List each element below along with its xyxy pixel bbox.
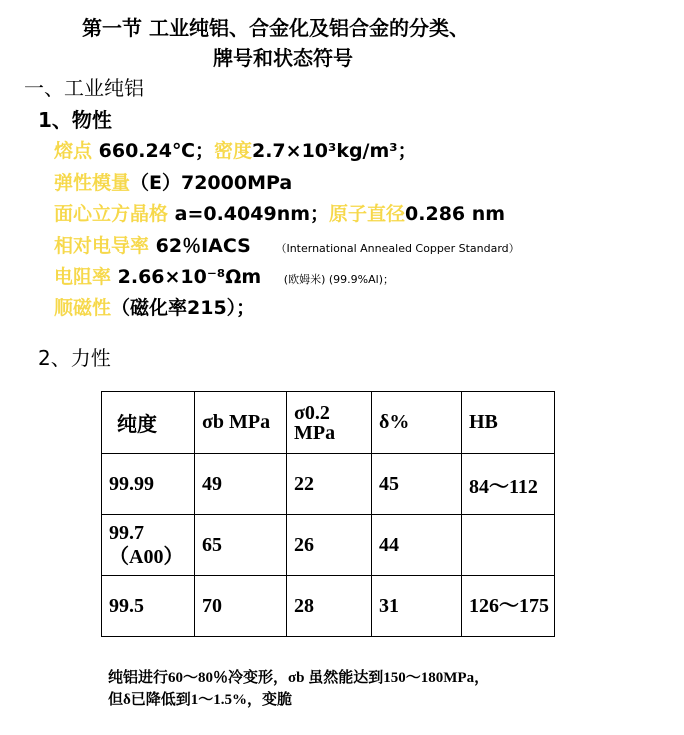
property-value: 2.66×10⁻⁸Ωm [111,266,262,288]
subsection-heading-physical: 1、物性 [38,108,112,132]
table-cell: 84～112 [462,454,555,515]
property-value: 0.286 nm [405,203,506,225]
table-row [102,454,555,515]
property-label: 相对电导率 [54,235,150,257]
table-cell: 99.5 [102,576,195,637]
table-header-row [102,392,555,454]
subsection-heading-mechanical: 2、力性 [38,346,111,370]
table-cell: 126～175 [462,576,555,637]
note-line2: 但δ已降低到1～1.5%，变脆 [108,692,293,708]
mechanical-properties-table [101,391,555,637]
table-cell [462,515,555,576]
table-header-cell: δ% [372,392,462,454]
note-line1: 纯铝进行60～80％冷变形，σb 虽然能达到150～180MPa， [108,670,490,686]
property-value: （磁化率215）； [111,297,256,319]
table-row [102,576,555,637]
table-cell: 26 [287,515,372,576]
table-header-cell: HB [462,392,555,454]
property-line-resistivity [54,262,394,289]
property-value: 2.7×10³kg/m³； [251,140,417,162]
property-note: （International Annealed Copper Standard） [275,242,520,255]
table-cell: 22 [287,454,372,515]
table-cell: 65 [195,515,287,576]
table-cell: 45 [372,454,462,515]
page-title-line1: 第一节 工业纯铝、合金化及铝合金的分类、 [82,16,469,40]
property-line-conductivity [54,231,520,258]
table-cell: 31 [372,576,462,637]
table-cell: 99.99 [102,454,195,515]
table-cell: 44 [372,515,462,576]
table-cell: 99.7（A00） [102,515,195,576]
property-label: 熔点 [54,140,93,162]
table-cell: 49 [195,454,287,515]
table-header-cell: σ0.2 MPa [287,392,372,454]
property-note: (欧姆米) (99.9%Al)； [283,273,394,286]
property-value: 62％IACS [149,235,251,257]
property-label: 顺磁性 [54,297,112,319]
section-heading: 一、工业纯铝 [24,76,144,100]
table-header-cell: σb MPa [195,392,287,454]
table-cell: 28 [287,576,372,637]
property-label: 密度 [213,140,252,162]
table-row [102,515,555,576]
property-label: 面心立方晶格 [54,203,169,225]
property-label: 弹性模量 [54,172,131,194]
table-cell: 70 [195,576,287,637]
property-line-modulus [54,168,292,195]
property-line-lattice-atom [54,199,505,226]
property-value: （E）72000MPa [130,172,293,194]
table-header-cell: 纯度 [102,392,195,454]
property-value: 660.24℃； [92,140,214,162]
property-label: 电阻率 [54,266,112,288]
property-label: 原子直径 [329,203,406,225]
property-line-melting-density [54,136,417,163]
property-value: a=0.4049nm； [168,203,330,225]
property-line-paramagnetism [54,293,255,320]
page-title-line2: 牌号和状态符号 [213,46,353,70]
